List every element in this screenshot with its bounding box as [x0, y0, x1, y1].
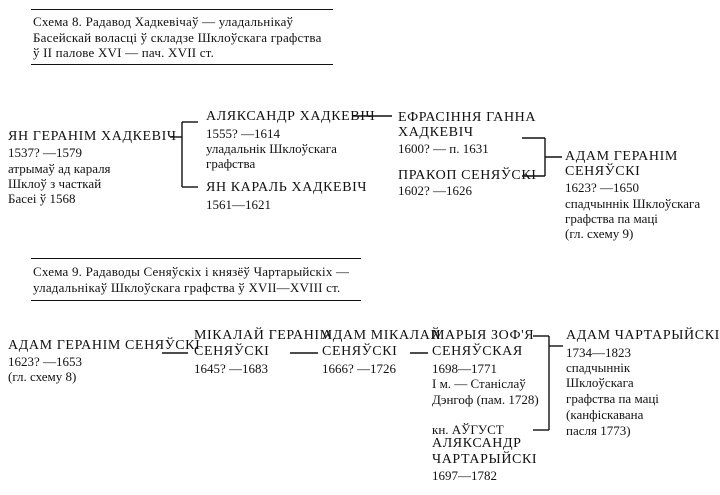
scheme8-caption-line-1: Схема 8. Радавод Хадкевічаў — уладальнікаў: [33, 14, 294, 29]
person-dates: 1645? —1683: [194, 361, 269, 376]
person-note: Басеі ў 1568: [8, 191, 76, 206]
person-note: (гл. схему 8): [8, 369, 77, 384]
spouse-dates: 1697—1782: [432, 468, 497, 483]
person-note: спадчыннік Шклоўскага: [565, 196, 701, 211]
scheme8-caption-line-2: Басейскай воласці ў складзе Шклоўскага графства: [33, 30, 322, 45]
person-name: СЕНЯЎСКАЯ: [432, 344, 523, 359]
scheme9-caption-line-2: уладальнікаў Шклоўскага графства ў XVII—XVIII ст.: [33, 280, 341, 295]
person-note: графства: [206, 156, 256, 171]
person-dates: 1561—1621: [206, 197, 271, 212]
scheme9-caption-top-rule: [31, 258, 361, 259]
scheme8-caption-line-3: ў II палове XVI — пач. XVII ст.: [33, 45, 215, 60]
person-note: (канфіскавана: [566, 407, 644, 422]
person-name: АДАМ МІКАЛАЙ: [322, 328, 442, 343]
person-note: спадчыннік: [566, 360, 631, 375]
person-note: І м. — Станіслаў: [432, 376, 526, 391]
person-dates: 1623? —1650: [565, 180, 640, 195]
person-note: пасля 1773): [566, 423, 631, 438]
person-note: атрымаў ад караля: [8, 161, 111, 176]
person-note: графства па маці: [565, 211, 658, 226]
person-name: СЕНЯЎСКІ: [565, 164, 641, 179]
person-dates: 1537? —1579: [8, 145, 83, 160]
person-name: ЯН КАРАЛЬ ХАДКЕВІЧ: [206, 180, 368, 195]
person-dates: 1555? —1614: [206, 126, 281, 141]
person-note: (гл. схему 9): [565, 226, 634, 241]
person-name: ПРАКОП СЕНЯЎСКІ: [398, 168, 537, 183]
person-name: МАРЫЯ ЗОФ'Я: [432, 328, 535, 343]
scheme9-caption-bottom-rule: [31, 300, 361, 301]
spouse-name: АЛЯКСАНДР: [432, 436, 522, 451]
person-dates: 1666? —1726: [322, 361, 397, 376]
person-note: Шклоў з часткай: [8, 176, 102, 191]
scheme9-caption-line-1: Схема 9. Радаводы Сеняўскіх і князёў Чартарыйскіх —: [33, 264, 350, 279]
person-dates: 1602? —1626: [398, 183, 473, 198]
person-name: АДАМ ЧАРТАРЫЙСКІ: [566, 328, 720, 343]
person-note: Дэнгоф (пам. 1728): [432, 392, 539, 407]
person-name: АДАМ ГЕРАНІМ: [565, 149, 678, 164]
person-note: уладальнік Шклоўскага: [206, 141, 337, 156]
person-note: графства па маці: [566, 391, 659, 406]
person-name: АЛЯКСАНДР ХАДКЕВІЧ: [206, 109, 376, 124]
person-dates: 1623? —1653: [8, 354, 83, 369]
person-name: ЯН ГЕРАНІМ ХАДКЕВІЧ: [8, 129, 177, 144]
person-name: АДАМ ГЕРАНІМ СЕНЯЎСКІ: [8, 338, 201, 353]
person-note: Шклоўскага: [566, 375, 634, 390]
person-name: МІКАЛАЙ ГЕРАНІМ: [194, 328, 333, 343]
person-dates: 1734—1823: [566, 345, 631, 360]
spouse-name: кн. АЎГУСТ: [432, 422, 504, 437]
person-name: СЕНЯЎСКІ: [322, 344, 398, 359]
person-name: СЕНЯЎСКІ: [194, 344, 270, 359]
person-name: ХАДКЕВІЧ: [398, 125, 474, 140]
person-dates: 1698—1771: [432, 361, 497, 376]
person-dates: 1600? — п. 1631: [398, 141, 489, 156]
person-name: ЕФРАСІННЯ ГАННА: [398, 110, 537, 125]
spouse-name: ЧАРТАРЫЙСКІ: [432, 452, 538, 467]
